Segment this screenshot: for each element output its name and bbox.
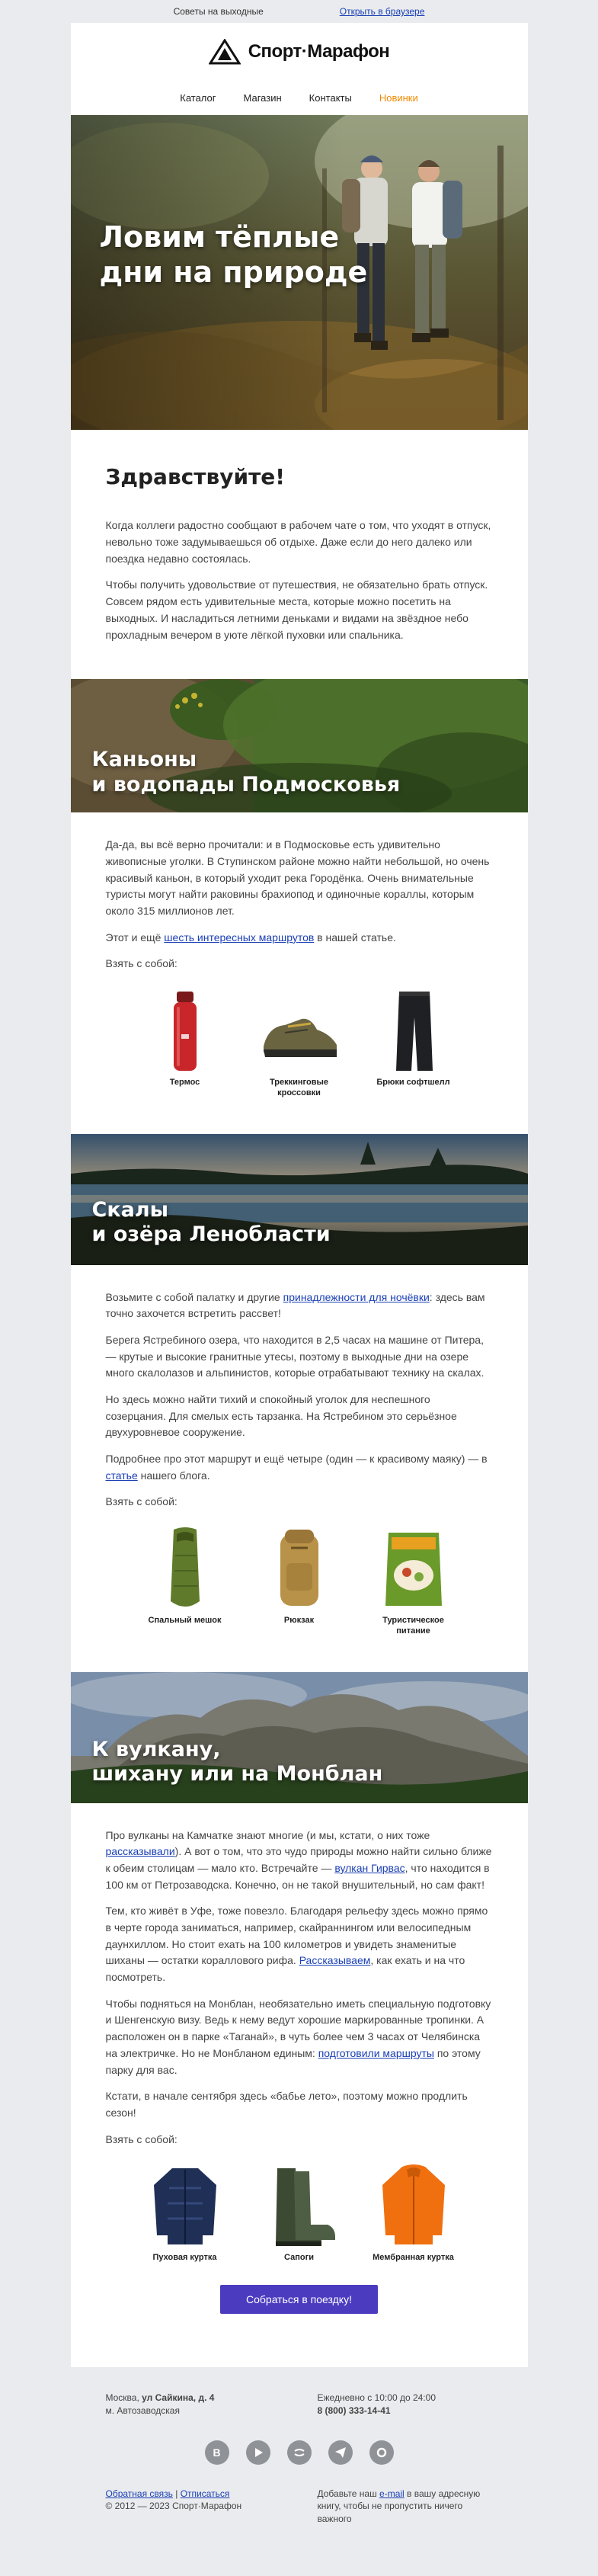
- product-card[interactable]: [368, 2162, 459, 2264]
- section-title-line: и озёра Ленобласти: [91, 1222, 331, 1246]
- take-with-label: Взять с собой:: [105, 1495, 177, 1508]
- nav-shop[interactable]: Магазин: [243, 91, 282, 104]
- nav-new[interactable]: Новинки: [379, 91, 418, 104]
- product-list: [106, 1520, 493, 1649]
- intro-paragraph: Когда коллеги радостно сообщают в рабочем чате о том, что уходят в отпуск, невольно тоже задумываешься об отдыхе. Даже если до него далеко или поездка недавно состоялась.: [105, 519, 491, 565]
- rocks-section: [71, 1265, 528, 1672]
- backpack-image: [257, 1525, 341, 1613]
- product-card[interactable]: [139, 2162, 231, 2264]
- take-with-label: Взять с собой:: [105, 957, 177, 970]
- canyons-title: [92, 748, 401, 797]
- text-fragment: по этому парку для вас.: [105, 2046, 481, 2076]
- product-list: [106, 982, 493, 1111]
- footer-contacts: [106, 2392, 493, 2417]
- email-body: [71, 23, 528, 2367]
- text-fragment: ). А вот о том, что это чудо природы можно найти сильно ближе к обеим столицам — мало кто. Встречайте —: [105, 1845, 492, 1874]
- section-paragraph: [106, 1903, 493, 1985]
- product-name: Термос: [169, 1078, 200, 1088]
- told-link[interactable]: рассказывали: [105, 1845, 175, 1858]
- section-title-line: и водопады Подмосковья: [91, 772, 401, 796]
- product-card[interactable]: [254, 987, 345, 1099]
- softshell-pants-image: [372, 987, 456, 1075]
- text-fragment: Подробнее про этот маршрут и ещё четыре (один — к красивому маяку) — в: [105, 1453, 488, 1466]
- footer-address: [106, 2392, 281, 2417]
- section-title-line: шихану или на Монблан: [91, 1761, 383, 1786]
- product-card[interactable]: [368, 1525, 459, 1637]
- product-card[interactable]: [139, 1525, 231, 1637]
- product-name: Пуховая куртка: [152, 2253, 217, 2263]
- footer: [71, 2367, 528, 2544]
- section-paragraph: [106, 1290, 493, 1322]
- text-fragment: Про вулканы на Камчатке знают многие (и мы, кстати, о них тоже: [105, 1828, 430, 1841]
- vk-icon[interactable]: B: [205, 2440, 229, 2465]
- metro-station: м. Автозаводская: [105, 2405, 180, 2416]
- trekking-shoes-image: [257, 987, 341, 1075]
- greeting-heading: Здравствуйте!: [105, 464, 286, 489]
- product-name: Рюкзак: [283, 1616, 315, 1626]
- tell-link[interactable]: Рассказываем: [299, 1954, 371, 1967]
- product-name: Мембранная куртка: [373, 2253, 454, 2263]
- text-fragment: Этот и ещё: [105, 931, 165, 944]
- product-name: Спальный мешок: [148, 1616, 222, 1626]
- section-paragraph: [106, 1451, 493, 1484]
- section-paragraph: [106, 1828, 493, 1894]
- email-link[interactable]: e-mail: [379, 2488, 405, 2499]
- routes-link[interactable]: шесть интересных маршрутов: [164, 931, 315, 944]
- membrane-jacket-image: [372, 2162, 456, 2250]
- product-card[interactable]: [254, 1525, 345, 1637]
- intro-paragraph: Чтобы получить удовольствие от путешествия, не обязательно брать отпуск. Совсем рядом есть удивительные места, которые можно посетить на выходных. И насладиться летними деньками и видами на звёздное небо прохладным вечером в уюте лёгкой пуховки или спальника.: [105, 578, 488, 641]
- product-name: Сапоги: [284, 2253, 314, 2263]
- footer-addressbook: [318, 2488, 493, 2526]
- section-title-line: К вулкану,: [91, 1737, 221, 1761]
- brand-name: Спорт·Марафон: [248, 40, 390, 62]
- nav-catalog[interactable]: Каталог: [180, 91, 216, 104]
- camping-gear-link[interactable]: принадлежности для ночёвки: [283, 1290, 430, 1303]
- play-icon: [253, 2447, 264, 2458]
- section-title-line: Каньоны: [91, 748, 197, 772]
- product-card[interactable]: [368, 987, 459, 1099]
- sleeping-bag-image: [143, 1525, 227, 1613]
- text-fragment: Добавьте наш: [317, 2488, 380, 2499]
- ok-icon[interactable]: [287, 2440, 312, 2465]
- nav-contacts[interactable]: Контакты: [309, 91, 352, 104]
- rocks-banner[interactable]: [71, 1134, 528, 1265]
- text-fragment: Тем, кто живёт в Уфе, тоже повезло. Благодаря рельефу здесь можно прямо в черте города заниматься, например, скайраннингом или велосипедным даунхиллом. Но стоит ехать на 100 километров и увидеть знаменитые шиханы — остатки кораллового рифа.: [105, 1905, 488, 1967]
- product-name: Треккинговые кроссовки: [270, 1078, 328, 1097]
- text-fragment: Чтобы подняться на Монблан, необязательно иметь специальную подготовку и Шенгенскую визу. Ведь к нему ведут хорошие маркированные тропинки. А расположен он в парке «Таганай», в чуть более чем 3 часах от Челябинска на электричке. Но не Монбланом единым:: [105, 1997, 491, 2059]
- working-hours: Ежедневно с 10:00 до 24:00: [317, 2392, 436, 2404]
- unsubscribe-link[interactable]: Отписаться: [180, 2488, 230, 2499]
- phone-number[interactable]: 8 (800) 333-14-41: [317, 2405, 391, 2416]
- hero-banner[interactable]: [71, 115, 528, 430]
- canyons-section: [71, 812, 528, 1133]
- section-paragraph: [106, 1996, 493, 2078]
- girvas-link[interactable]: вулкан Гирвас: [334, 1861, 405, 1874]
- volcano-title: [92, 1738, 383, 1787]
- mountain-logo-icon: [209, 39, 241, 65]
- section-paragraph: [106, 930, 493, 947]
- section-paragraph: Да-да, вы всё верно прочитали: и в Подмосковье есть удивительно живописные уголки. В Ступинском районе можно найти небольшой, но очень красивый каньон, в который уходит река Городёнка. Очень внимательные туристы могут найти раковины брахиопод и одиночные кораллы, которым около 315 миллионов лет.: [105, 838, 490, 917]
- text-fragment: в нашей статье.: [314, 931, 396, 944]
- product-name: Брюки софтшелл: [376, 1078, 450, 1088]
- main-nav: [71, 80, 528, 115]
- down-jacket-image: [143, 2162, 227, 2250]
- text-fragment: , как ехать и на что посмотреть.: [105, 1954, 465, 1984]
- hero-title-line: дни на природе: [99, 255, 368, 289]
- street: ул Сайкина, д. 4: [142, 2392, 215, 2404]
- address-line: [106, 2392, 281, 2405]
- footer-bottom: [106, 2488, 493, 2526]
- routes-prepared-link[interactable]: подготовили маршруты: [318, 2046, 434, 2059]
- paper-plane-icon: [334, 2446, 347, 2459]
- thermos-image: [143, 987, 227, 1075]
- ring-icon: [376, 2446, 388, 2459]
- text-fragment: Москва,: [105, 2392, 142, 2404]
- section-title-line: Скалы: [91, 1197, 169, 1222]
- preheader: [0, 0, 598, 23]
- text-fragment: нашего блога.: [137, 1469, 210, 1482]
- product-card[interactable]: [139, 987, 231, 1099]
- hero-title: [100, 220, 368, 290]
- section-paragraph: Но здесь можно найти тихий и спокойный уголок для неспешного созерцания. Для смелых есть тарзанка. На Ястребином это серьёзное двухуровневое сооружение.: [105, 1392, 457, 1439]
- copyright: © 2012 — 2023 Спорт·Марафон: [105, 2501, 242, 2512]
- text-fragment: Возьмите с собой палатку и другие: [105, 1290, 283, 1303]
- footer-hours: [318, 2392, 493, 2417]
- boots-image: [257, 2162, 341, 2250]
- social-links: [106, 2440, 493, 2465]
- text-fragment: , что находится в 100 км от Петрозаводска. Конечно, он не такой внушительный, но сам факт!: [105, 1861, 490, 1891]
- text-fragment: в вашу адресную книгу, чтобы не пропустить ничего важного: [317, 2488, 481, 2525]
- go-trip-button[interactable]: Собраться в поездку!: [220, 2285, 378, 2314]
- intro-section: [71, 430, 528, 679]
- blog-icon[interactable]: [369, 2440, 394, 2465]
- take-with-label: Взять с собой:: [105, 2132, 177, 2145]
- article-link[interactable]: статье: [105, 1469, 138, 1482]
- footer-links: [106, 2488, 281, 2526]
- wave-icon: [293, 2446, 305, 2459]
- rocks-title: [92, 1198, 331, 1248]
- cta-row: [106, 2276, 493, 2344]
- volcano-banner[interactable]: [71, 1672, 528, 1803]
- camping-food-image: [372, 1525, 456, 1613]
- hero-title-line: Ловим тёплые: [99, 220, 340, 254]
- footer-link-row: [106, 2488, 281, 2501]
- preheader-text: Советы на выходные: [173, 6, 264, 17]
- youtube-icon[interactable]: [246, 2440, 270, 2465]
- product-list: [106, 2158, 493, 2276]
- feedback-link[interactable]: Обратная связь: [105, 2488, 173, 2499]
- separator: |: [172, 2488, 181, 2499]
- logo[interactable]: [71, 23, 528, 80]
- section-paragraph: Кстати, в начале сентября здесь «бабье лето», поэтому можно продлить сезон!: [105, 2090, 468, 2119]
- product-name: Туристическое питание: [382, 1616, 444, 1636]
- open-in-browser-link[interactable]: Открыть в браузере: [339, 6, 425, 17]
- telegram-icon[interactable]: [328, 2440, 353, 2465]
- volcano-section: [71, 1803, 528, 2367]
- product-card[interactable]: [254, 2162, 345, 2264]
- text-fragment: : здесь вам точно захочется встретить рассвет!: [105, 1290, 485, 1320]
- canyons-banner[interactable]: [71, 679, 528, 812]
- section-paragraph: Берега Ястребиного озера, что находится в 2,5 часах на машине от Питера, — крутые и высокие гранитные утесы, поэтому в выходные дни на озере много скалолазов и альпинистов, которые отрабатывают технику на скалах.: [105, 1333, 484, 1379]
